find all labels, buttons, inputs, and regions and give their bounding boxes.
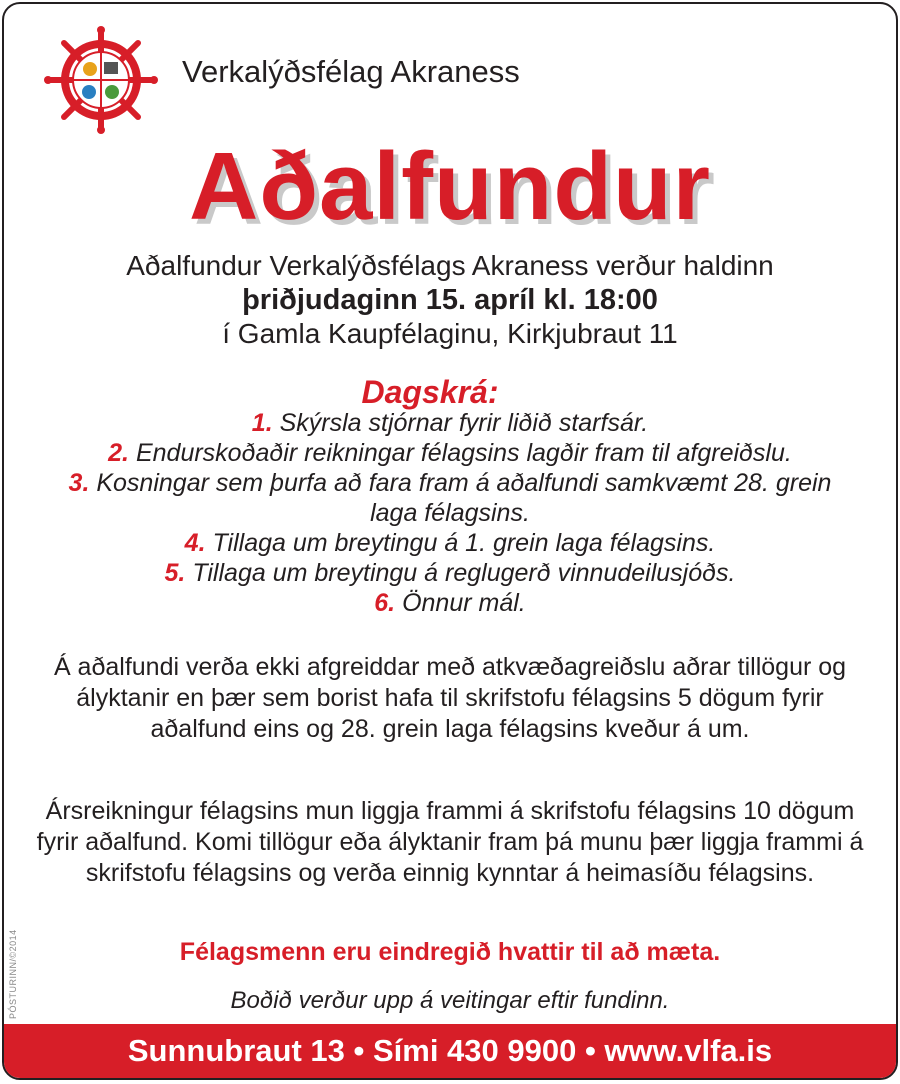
agenda-list	[34, 408, 866, 618]
agenda-title: Dagskrá:	[361, 374, 499, 410]
meeting-location: í Gamla Kaupfélaginu, Kirkjubraut 11	[222, 318, 678, 349]
agenda-item: 3. Kosningar sem þurfa að fara fram á aðalfundi samkvæmt 28. grein laga félagsins.	[68, 469, 832, 527]
advertisement-page	[2, 2, 898, 1080]
contact-footer: Sunnubraut 13 • Sími 430 9900 • www.vlfa.is	[4, 1024, 896, 1078]
ship-wheel-logo-icon	[40, 26, 162, 134]
agenda-item: 6. Önnur mál.	[374, 589, 526, 617]
meeting-date-time: þriðjudaginn 15. apríl kl. 18:00	[242, 284, 658, 316]
accounts-paragraph: Ársreikningur félagsins mun liggja frammi á skrifstofu félagsins 10 dögum fyrir aðalfund. Komi tillögur eða ályktanir fram þá munu þær liggja frammi á skrifstofu félagsins og verða einnig kynntar á heimasíðu félagsins.	[36, 797, 864, 887]
print-credit: PÓSTURINN/©2014	[8, 929, 18, 1019]
agenda-item: 1. Skýrsla stjórnar fyrir liðið starfsár.	[251, 409, 649, 437]
motions-paragraph: Á aðalfundi verða ekki afgreiddar með atkvæðagreiðslu aðrar tillögur og ályktanir en þær sem borist hafa til skrifstofu félagsins 5 dögum fyrir aðalfund eins og 28. grein laga félagsins kveður á um.	[53, 653, 847, 743]
page-title: Aðalfundur	[189, 133, 711, 240]
refreshments-note: Boðið verður upp á veitingar eftir fundinn.	[230, 987, 670, 1014]
agenda-item: 2. Endurskoðaðir reikningar félagsins lagðir fram til afgreiðslu.	[108, 439, 792, 467]
meeting-intro	[4, 249, 896, 351]
intro-line-1: Aðalfundur Verkalýðsfélags Akraness verður haldinn	[126, 250, 774, 281]
organization-name: Verkalýðsfélag Akraness	[182, 54, 520, 89]
call-to-action: Félagsmenn eru eindregið hvattir til að mæta.	[179, 938, 721, 966]
agenda-item: 4. Tillaga um breytingu á 1. grein laga félagsins.	[184, 529, 716, 557]
agenda-item: 5. Tillaga um breytingu á reglugerð vinnudeilusjóðs.	[164, 559, 736, 587]
